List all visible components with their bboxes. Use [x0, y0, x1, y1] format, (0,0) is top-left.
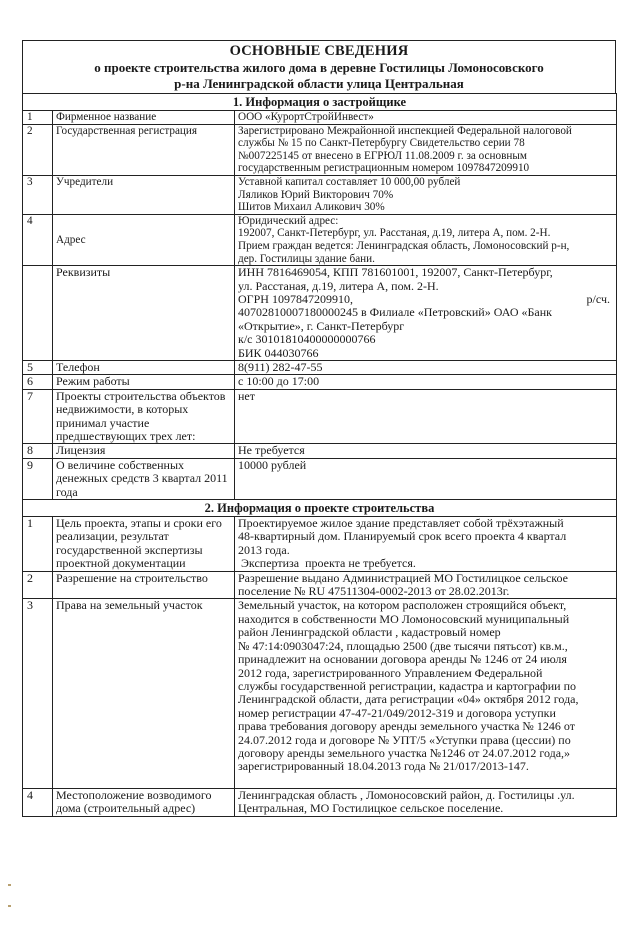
- table-row: [23, 571, 617, 599]
- row-value: [235, 375, 617, 389]
- value-line: Ленинградская область , Ломоносовский район, д. Гостилицы .ул.: [238, 787, 575, 802]
- row-value: [235, 517, 617, 572]
- info-table: [22, 93, 617, 817]
- row-label: Адрес: [53, 214, 235, 265]
- value-line: №007225145 от внесено в ЕГРЮЛ 11.08.2009 г. за основным: [238, 149, 527, 162]
- value-line: ИНН 7816469054, КПП 781601001, 192007, Санкт-Петербург,: [238, 265, 553, 280]
- value-line: 192007, Санкт-Петербург, ул. Расстаная, д.19, литера А, пом. 2-Н.: [238, 227, 551, 240]
- table-row: [23, 111, 617, 125]
- value-line: № 47:14:0903047:24, площадью 2500 (две тысячи пятьсот) кв.м.,: [238, 638, 568, 653]
- document-header: [22, 40, 616, 93]
- table-row: [23, 444, 617, 458]
- value-line: к/с 30101810400000000766: [238, 332, 376, 347]
- row-label: Цель проекта, этапы и сроки его реализации, результат государственной экспертизы проектной документации: [53, 517, 235, 572]
- row-label: Права на земельный участок: [53, 599, 235, 788]
- row-number: 8: [23, 444, 53, 458]
- value-line: Земельный участок, на котором расположен строящийся объект,: [238, 598, 567, 613]
- section-header-developer: [23, 94, 617, 111]
- value-line: права требования договору аренды земельного участка № 1246 от: [238, 719, 575, 734]
- value-line: «Открытие», г. Санкт-Петербург: [238, 318, 405, 333]
- value-line: службы государственной регистрации, кадастра и картографии по: [238, 678, 577, 693]
- section-title: 2. Информация о проекте строительства: [23, 500, 617, 517]
- row-value: [235, 788, 617, 816]
- value-line: Разрешение выдано Администрацией МО Гостилицкое сельское: [238, 570, 568, 585]
- table-row: [23, 458, 617, 499]
- table-row: [23, 360, 617, 374]
- row-label: Лицензия: [53, 444, 235, 458]
- value-line: зарегистрированный 18.04.2013 года № 21/017/2013-147.: [238, 759, 529, 774]
- row-number: 7: [23, 389, 53, 444]
- document-subtitle-line1: о проекте строительства жилого дома в деревне Гостилицы Ломоносовского: [94, 60, 544, 75]
- row-value: [235, 111, 617, 125]
- row-number: 5: [23, 360, 53, 374]
- row-label: Учредители: [53, 175, 235, 214]
- value-line: Проектируемое жилое здание представляет собой трёхэтажный: [238, 516, 564, 531]
- value-line: Экспертиза проекта не требуется.: [238, 556, 416, 571]
- row-value: [235, 175, 617, 214]
- table-row: [23, 266, 617, 361]
- account-label: р/сч.: [586, 292, 611, 307]
- document-sheet: [22, 40, 616, 817]
- row-number: 9: [23, 458, 53, 499]
- value-line: с 10:00 до 17:00: [238, 374, 320, 389]
- row-number: 2: [23, 124, 53, 175]
- value-line: дер. Гостилицы здание бани.: [238, 252, 375, 265]
- table-row: [23, 375, 617, 389]
- value-line: 24.07.2012 года и договоре № УПТ/5 «Уступки права (цессии) по: [238, 732, 571, 747]
- value-line: договору аренды земельного участка №1246 от 24.07.2012 года,»: [238, 745, 571, 760]
- scan-speck: [8, 905, 11, 907]
- row-value: [235, 599, 617, 788]
- row-label: Государственная регистрация: [53, 124, 235, 175]
- value-line: Зарегистрировано Межрайонной инспекцией Федеральной налоговой: [238, 124, 572, 137]
- row-number: 4: [23, 214, 53, 265]
- value-line: поселение № RU 47511304-0002-2013 от 28.02.2013г.: [238, 584, 510, 599]
- table-row: [23, 214, 617, 265]
- value-line: Ленинградской области, дата регистрации «04» октября 2012 года,: [238, 692, 579, 707]
- row-value: [235, 266, 617, 361]
- row-label: Фирменное название: [53, 111, 235, 125]
- value-line: Прием граждан ведется: Ленинградская область, Ломоносовский р-н,: [238, 239, 570, 252]
- row-value: [235, 571, 617, 599]
- value-line: нет: [238, 388, 255, 403]
- row-number: 6: [23, 375, 53, 389]
- row-label: Местоположение возводимого дома (строительный адрес): [53, 788, 235, 816]
- row-value: [235, 214, 617, 265]
- value-line: 40702810007180000245 в Филиале «Петровский» ОАО «Банк: [238, 305, 552, 320]
- table-row: [23, 599, 617, 788]
- row-number: 3: [23, 599, 53, 788]
- value-line: 2013 года.: [238, 542, 290, 557]
- value-line: 48-квартирный дом. Планируемый срок всего проекта 4 квартал: [238, 529, 567, 544]
- value-line: ОГРН 1097847209910,: [238, 291, 353, 306]
- row-number: 1: [23, 517, 53, 572]
- value-line: Не требуется: [238, 443, 305, 458]
- scan-speck: [8, 884, 11, 886]
- value-line: Шитов Михаил Аликович 30%: [238, 201, 385, 214]
- value-line: 10000 рублей: [238, 457, 307, 472]
- row-label: Проекты строительства объектов недвижимости, в которых принимал участие предшествующих трех лет:: [53, 389, 235, 444]
- value-line: ул. Расстаная, д.19, литера А, пом. 2-Н.: [238, 278, 439, 293]
- row-label: Реквизиты: [53, 266, 235, 361]
- section-title: 1. Информация о застройщике: [23, 94, 617, 111]
- row-value: [235, 360, 617, 374]
- value-line: службы № 15 по Санкт-Петербургу Свидетельство серии 78: [238, 137, 525, 150]
- row-number: 2: [23, 571, 53, 599]
- value-line: Юридический адрес:: [238, 214, 339, 227]
- value-line: БИК 044030766: [238, 345, 319, 360]
- document-title: ОСНОВНЫЕ СВЕДЕНИЯ: [229, 43, 409, 59]
- value-line: ООО «КурортСтройИнвест»: [238, 111, 374, 123]
- value-line: район Ленинградской области , кадастровый номер: [238, 625, 501, 640]
- table-row: [23, 175, 617, 214]
- value-line: 8(911) 282-47-55: [238, 359, 323, 374]
- row-label: Режим работы: [53, 375, 235, 389]
- row-number: 4: [23, 788, 53, 816]
- document-subtitle-line2: р-на Ленинградской области улица Центральная: [174, 76, 464, 91]
- row-number: [23, 266, 53, 361]
- table-row: [23, 389, 617, 444]
- value-line: принадлежит на основании договора аренды № 1246 от 24 июля: [238, 652, 567, 667]
- table-row: [23, 124, 617, 175]
- row-value: [235, 124, 617, 175]
- section-header-project: [23, 500, 617, 517]
- value-line: номер регистрации 47-47-21/049/2012-319 и договора уступки: [238, 705, 556, 720]
- row-label: О величине собственных денежных средств 3 квартал 2011 года: [53, 458, 235, 499]
- row-label: Разрешение на строительство: [53, 571, 235, 599]
- value-line: государственным регистрационным номером 1097847209910: [238, 162, 530, 175]
- row-value: [235, 444, 617, 458]
- row-number: 3: [23, 175, 53, 214]
- value-line: Ляликов Юрий Викторович 70%: [238, 188, 394, 201]
- row-number: 1: [23, 111, 53, 125]
- row-value: [235, 458, 617, 499]
- value-line: Центральная, МО Гостилицкое сельское поселение.: [238, 801, 504, 816]
- value-line: 2012 года, зарегистрированного Управлением Федеральной: [238, 665, 543, 680]
- table-row: [23, 517, 617, 572]
- table-row: [23, 788, 617, 816]
- row-value: [235, 389, 617, 444]
- value-line: Уставной капитал составляет 10 000,00 рублей: [238, 175, 461, 188]
- value-line: находится в собственности МО Ломоносовский муниципальный: [238, 611, 570, 626]
- row-label: Телефон: [53, 360, 235, 374]
